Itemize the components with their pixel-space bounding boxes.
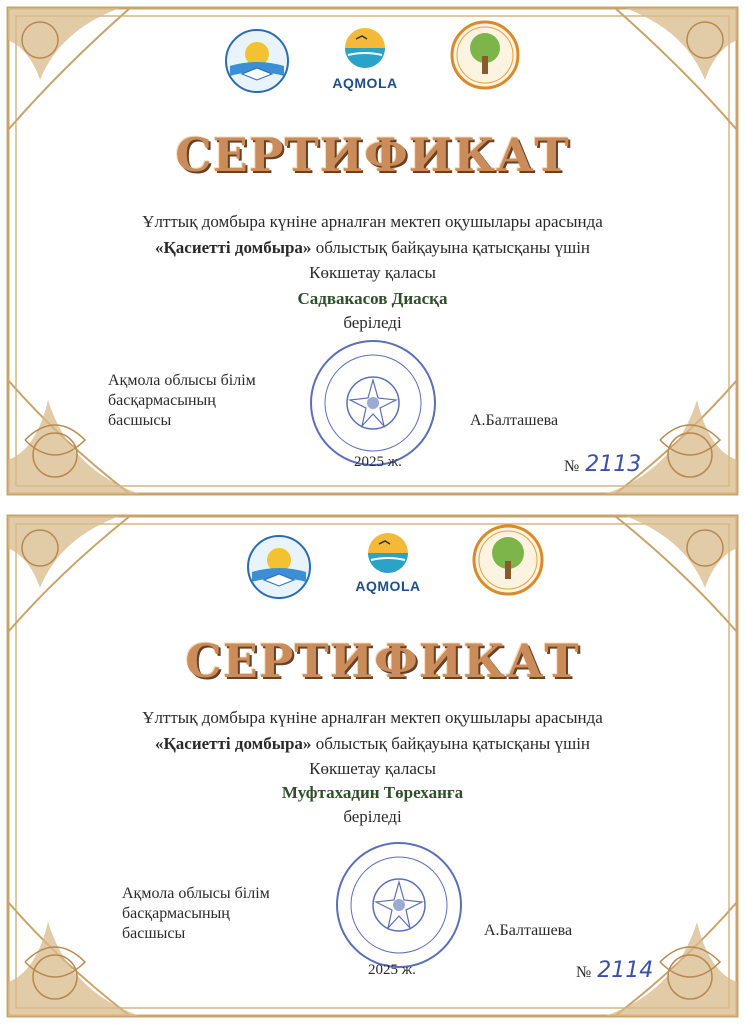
signer-title: [108, 371, 256, 431]
contest-name: «Қасиетті домбыра»: [154, 734, 312, 753]
description-line-1: Ұлттық домбыра күніне арналған мектеп оқушылары арасында: [142, 708, 603, 727]
education-emblem-icon: [246, 534, 312, 600]
signer-title-line-3: басшысы: [122, 925, 186, 942]
education-dept-logo: [224, 28, 290, 94]
recipient-name: Садвакасов Диасқа: [297, 289, 448, 308]
description-line-1: Ұлттық домбыра күніне арналған мектеп оқушылары арасында: [142, 212, 603, 231]
description-line-2-rest: облыстық байқауына қатысқаны үшін: [311, 238, 591, 257]
signer-title-line-1: Ақмола облысы білім: [122, 885, 270, 902]
certificate-title: СЕРТИФИКАТ: [185, 634, 580, 688]
aqmola-emblem-icon: [367, 532, 409, 574]
aqmola-logo: [344, 27, 386, 69]
aqmola-daryny-logo: [472, 524, 544, 596]
education-dept-logo: [246, 534, 312, 600]
certificate-title: СЕРТИФИКАТ: [175, 128, 570, 182]
aqmola-label: AQMOLA: [332, 75, 398, 91]
contest-name: «Қасиетті домбыра»: [154, 238, 312, 257]
signer-name: А.Балташева: [484, 922, 573, 939]
aqmola-daryny-tree-icon: [472, 524, 544, 596]
number-value: 2113: [585, 452, 642, 477]
signer-title-line-2: басқармасының: [108, 392, 216, 409]
description-line-2: [0, 734, 745, 754]
official-stamp-icon: [334, 840, 464, 970]
issue-year: 2025 ж.: [368, 962, 416, 978]
aqmola-logo: [367, 532, 409, 574]
city-line: Көкшетау қаласы: [309, 263, 436, 282]
city-line: Көкшетау қаласы: [309, 759, 436, 778]
number-value: 2114: [597, 958, 654, 983]
aqmola-daryny-logo: [450, 20, 520, 90]
certificate-number: [576, 958, 653, 983]
certificate-2: [0, 512, 745, 1024]
education-emblem-icon: [224, 28, 290, 94]
signer-title-line-2: басқармасының: [122, 905, 230, 922]
description-line-2: [0, 238, 745, 258]
given-line: беріледі: [343, 313, 402, 332]
certificate-number: [564, 452, 641, 477]
issue-year: 2025 ж.: [354, 454, 402, 470]
signer-title-line-1: Ақмола облысы білім: [108, 372, 256, 389]
given-line: беріледі: [343, 807, 402, 826]
signer-name: А.Балташева: [470, 412, 559, 429]
aqmola-daryny-tree-icon: [450, 20, 520, 90]
signer-title-line-3: басшысы: [108, 412, 172, 429]
aqmola-emblem-icon: [344, 27, 386, 69]
aqmola-label: AQMOLA: [355, 578, 421, 594]
number-label: №: [564, 458, 580, 475]
official-stamp-icon: [308, 338, 438, 468]
signer-title: [122, 884, 270, 944]
recipient-name: Муфтахадин Төреханға: [281, 783, 464, 802]
description-line-2-rest: облыстық байқауына қатысқаны үшін: [311, 734, 591, 753]
number-label: №: [576, 964, 592, 981]
